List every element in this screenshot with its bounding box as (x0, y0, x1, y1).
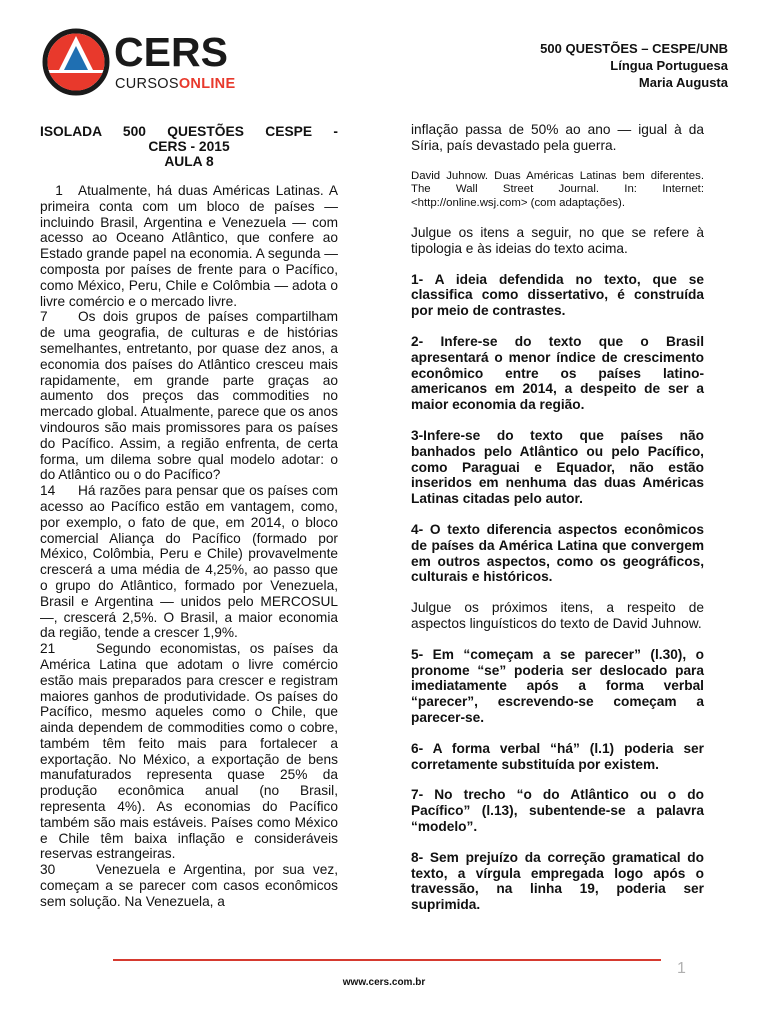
title-line-1: ISOLADA 500 QUESTÕES CESPE - (40, 124, 338, 139)
instruction-2: Julgue os próximos itens, a respeito de aspectos linguísticos do texto de David Juhnow. (411, 600, 704, 632)
left-column (40, 124, 338, 910)
right-column (411, 122, 704, 928)
question-1: 1- A ideia defendida no texto, que se classifica como dissertativo, é construída por meio de contrastes. (411, 271, 704, 319)
text-paragraph-30-continued: inflação passa de 50% ao ano — igual à da Síria, país devastado pela guerra. (411, 122, 704, 153)
paragraph-text: Atualmente, há duas Américas Latinas. A primeira conta com um bloco de países — incluindo Brasil, Argentina e Venezuela — com acesso ao Oceano Atlântico, que confere ao Estado grande papel na economia. A segunda — composta por países de frente para o Pacífico, como México, Peru, Chile e Colômbia — adota o livre comércio e o mercado livre. (40, 183, 338, 309)
logo-brand-text: CERS (114, 29, 228, 75)
question-8: 8- Sem prejuízo da correção gramatical do texto, a vírgula empregada logo após o travessão, na linha 19, poderia ser suprimida. (411, 849, 704, 913)
line-number: 7 (40, 309, 48, 325)
line-number: 14 (40, 483, 56, 499)
document-header (540, 40, 728, 91)
text-paragraph-30 (40, 862, 338, 909)
line-number: 21 (40, 641, 56, 657)
paragraph-text: Segundo economistas, os países da América Latina que adotam o livre comércio estão mais preparados para crescer e registram maiores ganhos de produtividade. Os países do Pacífico, mesmo aqueles como o Chile, que ainda dependem de commodities como o cobre, também têm feito mais para fortalecer a exportação. No México, a exportação de bens manufaturados representa quase 25% da produção econômica anual (no Brasil, representa 4%). As economias do Pacífico também são mais estáveis. Países como México e Chile têm baixa inflação e consideráveis reservas estrangeiras. (40, 641, 338, 862)
question-4: 4- O texto diferencia aspectos econômicos de países da América Latina que convergem em outros aspectos, como os geográficos, culturais e históricos. (411, 522, 704, 585)
document-title (40, 124, 338, 169)
instruction-1: Julgue os itens a seguir, no que se refere à tipologia e às ideias do texto acima. (411, 225, 704, 256)
title-line-2: CERS - 2015 (148, 139, 230, 154)
logo-subtitle-plain: CURSOS (115, 76, 179, 92)
page-number: 1 (677, 960, 686, 977)
header-teacher: Maria Augusta (638, 75, 728, 90)
logo-subtitle-accent: ONLINE (178, 76, 236, 92)
line-number: 1 (40, 183, 63, 198)
footer-divider (113, 959, 661, 961)
text-paragraph-14 (40, 483, 338, 641)
text-paragraph-21 (40, 641, 338, 862)
question-2: 2- Infere-se do texto que o Brasil apresentará o menor índice de crescimento econômico entre os países latino-americanos em 2014, a despeito de ser a maior economia da região. (411, 334, 704, 413)
question-6: 6- A forma verbal “há” (l.1) poderia ser corretamente substituída por existem. (411, 740, 704, 772)
header-subject: Língua Portuguesa (610, 58, 728, 73)
cers-logo (42, 28, 272, 98)
paragraph-text: Os dois grupos de países compartilham de uma geografia, de culturas e de histórias semelhantes, entretanto, por quase dez anos, a economia dos países do Atlântico cresceu mais rapidamente, em grande parte graças ao aumento dos preços das commodities no mercado global. Atualmente, parece que os anos vindouros são mais promissores para os países do Pacífico. Assim, a região enfrenta, de certa forma, um dilema sobre qual modelo adotar: o do Atlântico ou o do Pacífico? (40, 309, 338, 483)
line-number: 30 (40, 862, 56, 878)
paragraph-text: Venezuela e Argentina, por sua vez, começam a se parecer com casos econômicos sem solução. Na Venezuela, a (40, 862, 338, 909)
text-source-citation: David Juhnow. Duas Américas Latinas bem diferentes. The Wall Street Journal. In: Internet: <http://online.wsj.com> (com adaptações). (411, 169, 704, 209)
question-3: 3-Infere-se do texto que países não banhados pelo Atlântico ou pelo Pacífico, como Paraguai e Equador, não estão inseridos em nenhuma das duas Américas Latinas citadas pelo autor. (411, 428, 704, 507)
paragraph-text: Há razões para pensar que os países com acesso ao Pacífico estão em vantagem, como, por exemplo, o fato de que, em 2014, o bloco comercial Aliança do Pacífico (formado por México, Colômbia, Peru e Chile) provavelmente crescerá a uma média de 4,25%, ao passo que o grupo do Atlântico, formado por Venezuela, Brasil e Argentina — unidos pelo MERCOSUL —, crescerá 2,5%. O Brasil, a maior economia da região, tende a crescer 1,9%. (40, 483, 338, 641)
title-line-3: AULA 8 (164, 154, 214, 169)
question-7: 7- No trecho “o do Atlântico ou o do Pacífico” (l.13), subentende-se a palavra “modelo”. (411, 787, 704, 834)
text-paragraph-1 (40, 183, 338, 309)
header-course-title: 500 QUESTÕES – CESPE/UNB (540, 41, 728, 56)
question-5: 5- Em “começam a se parecer” (l.30), o pronome “se” poderia ser deslocado para imediatamente após a forma verbal “parecer”, escrevendo-se começam a parecer-se. (411, 646, 704, 726)
logo-subtitle (115, 76, 235, 92)
text-paragraph-7 (40, 309, 338, 483)
footer-website-link[interactable]: www.cers.com.br (342, 977, 426, 988)
cers-logo-mark-icon (42, 28, 110, 96)
